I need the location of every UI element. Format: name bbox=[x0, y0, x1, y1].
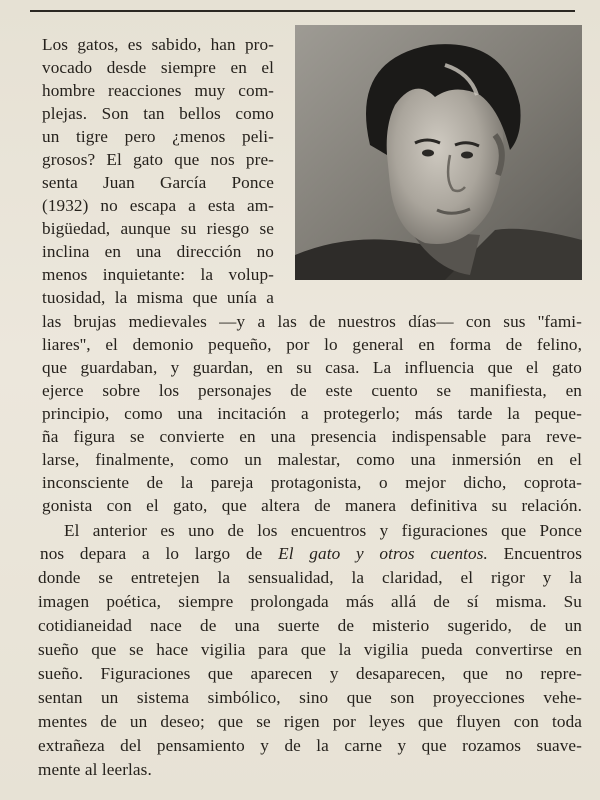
text-line: ejerce sobre los personajes de este cuento se manifiesta, en bbox=[42, 381, 582, 400]
text-line bbox=[40, 542, 582, 565]
text-line: El anterior es uno de los encuentros y figuraciones que Ponce bbox=[64, 521, 582, 540]
book-title: El gato y otros cuentos. bbox=[278, 544, 488, 563]
text-segment: Encuentros bbox=[487, 544, 582, 563]
text-segment: nos depara a lo largo de bbox=[40, 544, 279, 563]
text-line: larse, finalmente, como un malestar, como una inmersión en el bbox=[42, 450, 582, 469]
text-line: vocado desde siempre en el bbox=[42, 58, 274, 77]
text-line: principio, como una incitación a protegerlo; más tarde la peque- bbox=[42, 404, 582, 423]
text-line: gonista con el gato, que altera de manera definitiva su relación. bbox=[42, 496, 582, 515]
text-line: liares'', el demonio pequeño, por lo general en forma de felino, bbox=[42, 335, 582, 354]
text-line: sentan un sistema simbólico, sino que son proyecciones vehe- bbox=[38, 688, 582, 707]
text-line: tuosidad, la misma que unía a bbox=[42, 288, 274, 307]
text-line: que guardaban, y guardan, en su casa. La influencia que el gato bbox=[42, 358, 582, 377]
text-line: ña figura se convierte en una presencia indispensable para reve- bbox=[42, 427, 582, 446]
text-line: donde se entretejen la sensualidad, la claridad, el rigor y la bbox=[38, 568, 582, 587]
text-line: inclina en una dirección no bbox=[42, 242, 274, 261]
text-line: imagen poética, siempre prolongada más allá de sí misma. Su bbox=[38, 592, 582, 611]
text-line: sueño. Figuraciones que aparecen y desaparecen, que no repre- bbox=[38, 664, 582, 683]
text-line: inconsciente de la pareja protagonista, o mejor dicho, coprota- bbox=[42, 473, 582, 492]
text-line: mentes de un deseo; que se rigen por leyes que fluyen con toda bbox=[38, 712, 582, 731]
text-line: (1932) no escapa a esta am- bbox=[42, 196, 274, 215]
top-rule bbox=[30, 10, 575, 12]
text-line: senta Juan García Ponce bbox=[42, 173, 274, 192]
text-line: hombre reacciones muy com- bbox=[42, 81, 274, 100]
text-line: bigüedad, aunque su riesgo se bbox=[42, 219, 274, 238]
text-line: cotidianeidad nace de una suerte de misterio sugerido, de un bbox=[38, 616, 582, 635]
text-line: sueño que se hace vigilia para que la vigilia pueda convertirse en bbox=[38, 640, 582, 659]
text-line: plejas. Son tan bellos como bbox=[42, 104, 274, 123]
text-line: grosos? El gato que nos pre- bbox=[42, 150, 274, 169]
text-line: un tigre pero ¿menos peli- bbox=[42, 127, 274, 146]
portrait-photo bbox=[295, 25, 582, 280]
text-line: Los gatos, es sabido, han pro- bbox=[42, 35, 274, 54]
text-line: las brujas medievales —y a las de nuestros días— con sus ''fami- bbox=[42, 312, 582, 331]
author-portrait bbox=[295, 25, 582, 280]
text-line: extrañeza del pensamiento y de la carne y que rozamos suave- bbox=[38, 736, 582, 755]
text-line: menos inquietante: la volup- bbox=[42, 265, 274, 284]
text-line: mente al leerlas. bbox=[38, 760, 152, 779]
